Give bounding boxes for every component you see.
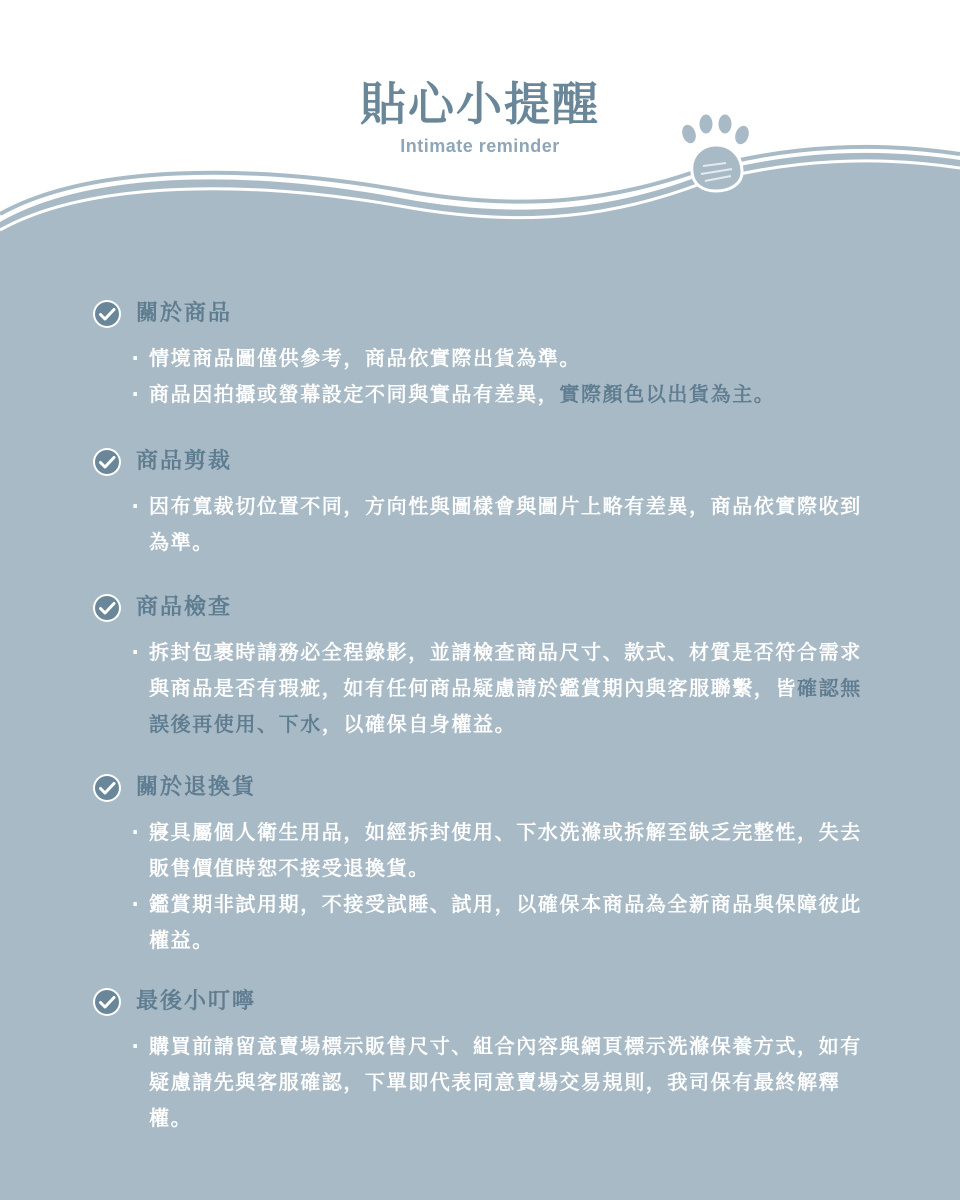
section-title-row (92, 986, 882, 1018)
bullet-dot: · (131, 494, 141, 518)
bullet-highlight: 實際顏色以出貨為主。 (559, 382, 776, 406)
checkmark-icon (92, 447, 122, 477)
checkmark-icon (92, 773, 122, 803)
bullet-text: 鑑賞期非試用期，不接受試睡、試用，以確保本商品為全新商品與保障彼此權益。 (149, 892, 862, 952)
bullet-dot: · (131, 640, 141, 664)
bullet-item (127, 1028, 871, 1136)
section-inspection (92, 592, 882, 742)
bullet-item (127, 634, 871, 742)
checkmark-icon (92, 299, 122, 329)
section-title: 最後小叮嚀 (136, 989, 257, 1014)
section-title: 商品剪裁 (136, 449, 233, 474)
bullet-list (92, 488, 871, 560)
bullet-text: 商品因拍攝或螢幕設定不同與實品有差異， (149, 382, 560, 406)
section-about-product (92, 298, 882, 412)
section-final-reminder (92, 986, 882, 1136)
bullet-highlight: 確認無誤後再使用、下水 (149, 676, 862, 736)
section-title: 關於商品 (136, 301, 233, 326)
bullet-text: 情境商品圖僅供參考，商品依實際出貨為準。 (149, 346, 581, 370)
bullet-item (127, 340, 871, 376)
bullet-text-after: ，以確保自身權益。 (321, 712, 517, 736)
bullet-list (92, 340, 871, 412)
section-title-row (92, 772, 882, 804)
bullet-text: 購買前請留意賣場標示販售尺寸、組合內容與網頁標示洗滌保養方式，如有疑慮請先與客服確認，下單即代表同意賣場交易規則，我司保有最終解釋權。 (149, 1034, 862, 1130)
bullet-dot: · (131, 892, 141, 916)
bullet-item (127, 886, 871, 958)
bullet-text: 因布寬裁切位置不同，方向性與圖樣會與圖片上略有差異，商品依實際收到為準。 (149, 494, 862, 554)
bullet-dot: · (131, 1034, 141, 1058)
bullet-dot: · (131, 346, 141, 370)
page-subtitle: Intimate reminder (400, 136, 560, 156)
section-title-row (92, 446, 882, 478)
section-returns (92, 772, 882, 958)
bullet-dot: · (131, 820, 141, 844)
bullet-dot: · (131, 382, 141, 406)
checkmark-icon (92, 987, 122, 1017)
bullet-item (127, 376, 871, 412)
section-title: 商品檢查 (136, 595, 233, 620)
section-title: 關於退換貨 (136, 775, 257, 800)
bullet-text: 寢具屬個人衛生用品，如經拆封使用、下水洗滌或拆解至缺乏完整性，失去販售價值時恕不接受退換貨。 (149, 820, 862, 880)
section-cutting (92, 446, 882, 560)
paw-print-icon (672, 106, 760, 202)
bullet-item (127, 814, 871, 886)
bullet-list (92, 1028, 871, 1136)
bullet-list (92, 814, 871, 958)
section-title-row (92, 298, 882, 330)
bullet-text: 拆封包裹時請務必全程錄影，並請檢查商品尺寸、款式、材質是否符合需求與商品是否有瑕疵，如有任何商品疑慮請於鑑賞期內與客服聯繫，皆 (149, 640, 862, 700)
checkmark-icon (92, 593, 122, 623)
page-title: 貼心小提醒 (360, 77, 600, 131)
section-title-row (92, 592, 882, 624)
bullet-list (92, 634, 871, 742)
bullet-item (127, 488, 871, 560)
